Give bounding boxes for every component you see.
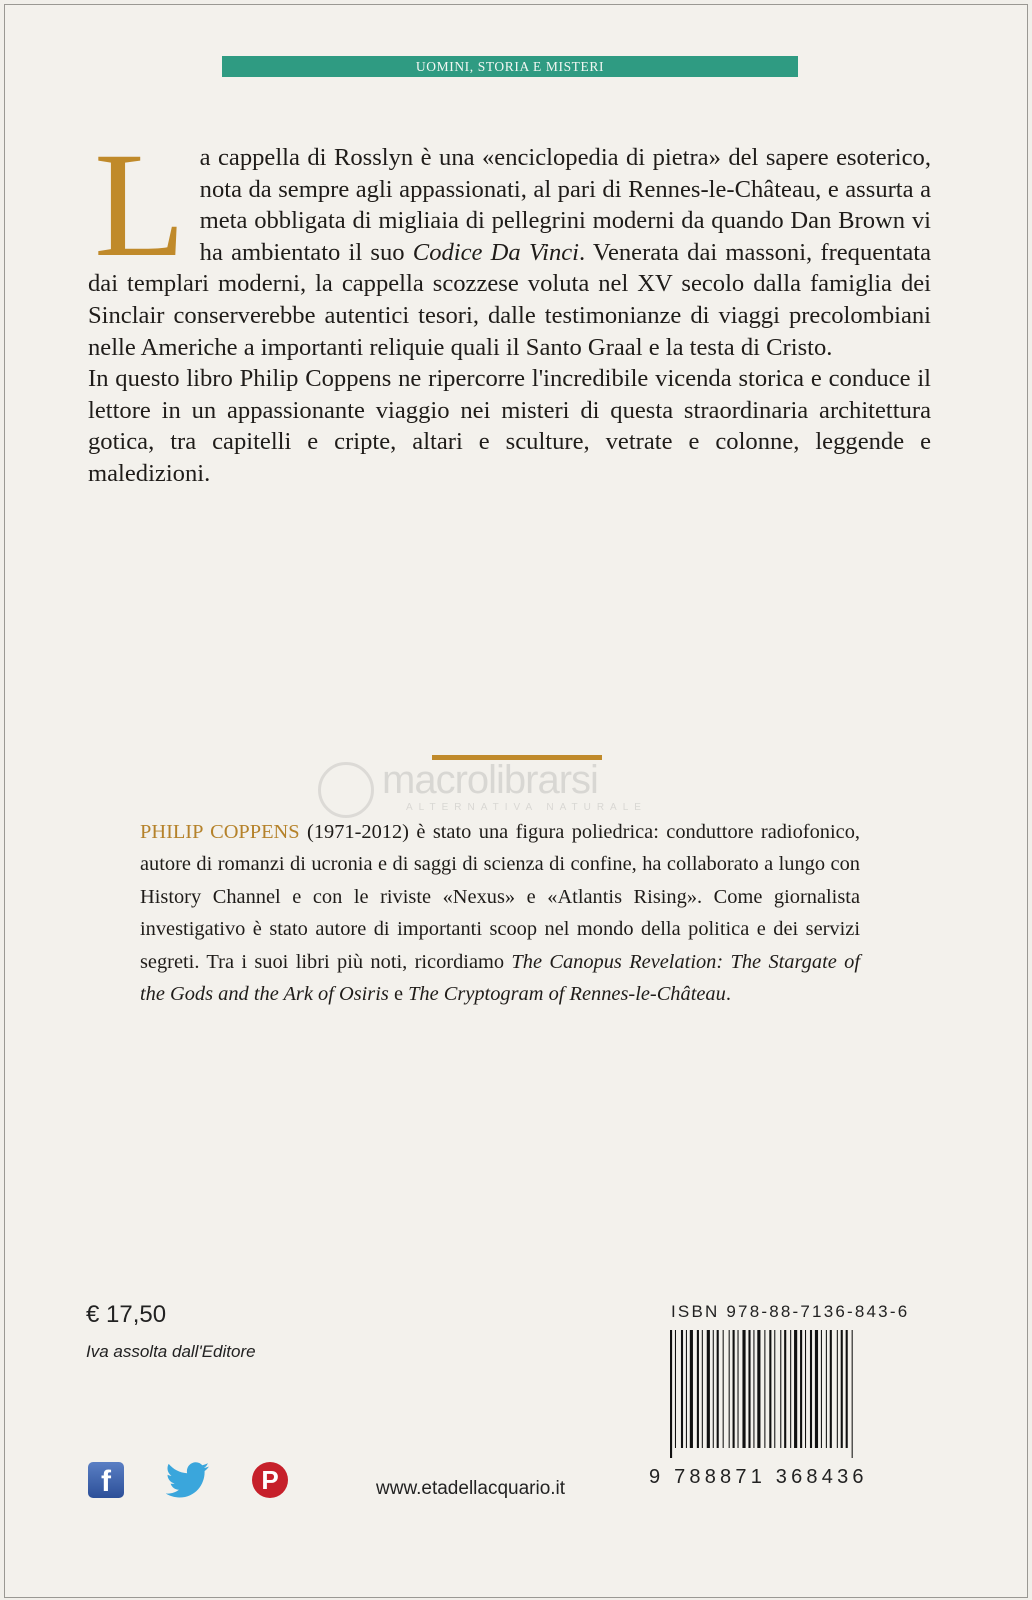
bio-book-1: The Canopus Revelation: The Stargate of the Gods and the Ark of Osiris [140,950,860,1006]
twitter-icon[interactable] [166,1462,210,1498]
price: € 17,50 [86,1301,167,1328]
watermark-tagline: ALTERNATIVA NATURALE [406,802,647,813]
description-text-1: a cappella di Rosslyn è una «enciclopedia di pietra» del sapere esoterico, nota da sempre agli appassionati, al pari di Rennes-le-Château, e assurta a meta obbligata di migliaia di pellegrini moderni da quando Dan Brown vi ha ambientato il suo [199,144,931,266]
series-banner [222,56,798,77]
watermark-name: macrolibrarsi [382,758,598,802]
series-title: UOMINI, STORIA E MISTERI [415,58,605,74]
barcode-digits: 9 788871 368436 [649,1466,868,1488]
bio-book-2: The Cryptogram of Rennes-le-Château [408,983,726,1006]
bio-text: (1971-2012) è stato una figura poliedrica: conduttore radiofonico, autore di romanzi di ucronia e di saggi di scienza di confine, ha collaborato a lungo con History Channel e con le riviste «Nexus» e «Atlantis Rising». Come giornalista investigativo è stato autore di importanti scoop nel mondo della politica e dei servizi segreti. Tra i suoi libri più noti, ricordiamo [140,821,860,973]
book-title-italic: Codice Da Vinci [412,238,580,266]
description-paragraph-2: In questo libro Philip Coppens ne ripercorre l'incredibile vicenda storica e conduce il lettore in un appassionante viaggio nei misteri di questa straordinaria architettura gotica, tra capitelli e cripte, altari e sculture, vetrate e colonne, leggende e maledizioni. [88,365,931,487]
drop-cap: L [94,122,186,288]
facebook-icon[interactable]: f [88,1462,124,1498]
description-paragraph-1 [88,122,931,363]
bio-end: . [725,983,731,1006]
isbn: ISBN 978-88-7136-843-6 [671,1302,910,1321]
barcode [668,1330,904,1458]
description-text-2: . Venerata dai massoni, frequentata dai templari moderni, la cappella scozzese voluta nel XV secolo dalla famiglia dei Sinclair conserverebbe autentici tesori, dalle testimonianze di viaggi precolombiani nelle Americhe a importanti reliquie quali il Santo Graal e la testa di Cristo. [88,238,931,361]
watermark [318,758,708,818]
bio-connector: e [388,983,409,1006]
watermark-logo-icon [318,762,374,818]
vat-note: Iva assolta dall'Editore [86,1342,256,1361]
website-link[interactable]: www.etadellacquario.it [376,1478,566,1499]
author-bio [140,816,860,1010]
pinterest-icon[interactable]: P [252,1462,288,1498]
author-name: PHILIP COPPENS [140,821,300,843]
book-description [88,122,931,490]
